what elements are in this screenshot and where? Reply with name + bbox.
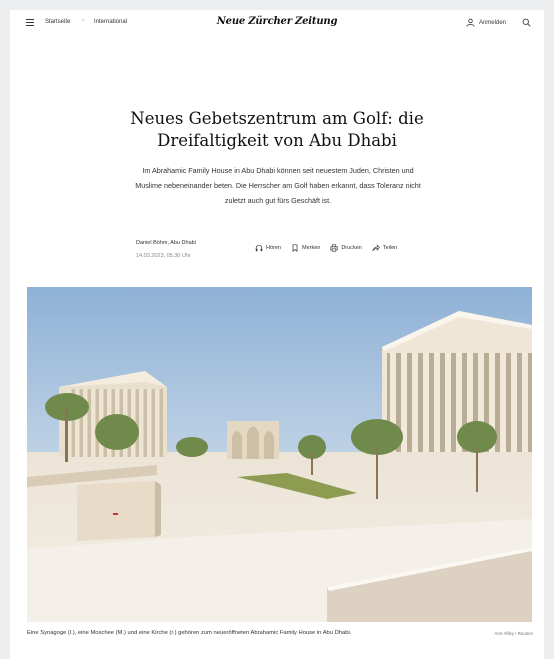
share-icon bbox=[372, 244, 380, 252]
article-actions bbox=[255, 244, 397, 252]
top-navigation bbox=[10, 10, 544, 36]
login-label: Anmelden bbox=[478, 19, 506, 26]
bookmark-button[interactable] bbox=[291, 244, 320, 252]
share-button[interactable] bbox=[372, 244, 397, 252]
breadcrumb-separator-icon: › bbox=[82, 17, 85, 24]
article-photo[interactable] bbox=[27, 287, 532, 622]
breadcrumb-home-link[interactable]: Startseite bbox=[45, 19, 71, 25]
print-button[interactable] bbox=[330, 244, 361, 252]
search-icon[interactable] bbox=[522, 18, 531, 27]
bookmark-label: Merken bbox=[301, 245, 321, 251]
article-page bbox=[10, 10, 544, 659]
site-logo[interactable]: Neue Zürcher Zeitung bbox=[216, 16, 338, 27]
listen-button[interactable] bbox=[255, 244, 281, 252]
breadcrumb-section-link[interactable]: International bbox=[94, 19, 128, 25]
print-label: Drucken bbox=[341, 245, 362, 251]
headphones-icon bbox=[255, 244, 263, 252]
login-button[interactable] bbox=[466, 18, 506, 27]
photo-caption: Eine Synagoge (l.), eine Moschee (M.) und eine Kirche (r.) gehören zum neueröffneten Abrahamic Family House in Abu Dhabi. bbox=[27, 630, 352, 636]
publish-date: 14.03.2023, 05.30 Uhr bbox=[136, 253, 191, 259]
user-icon bbox=[466, 18, 475, 27]
share-label: Teilen bbox=[382, 245, 398, 251]
article-title: Neues Gebetszentrum am Golf: die Dreifaltigkeit von Abu Dhabi bbox=[130, 109, 424, 150]
photo-credit: Amr Alfiky / Reuters bbox=[494, 631, 533, 636]
bookmark-icon bbox=[291, 244, 299, 252]
author-byline[interactable]: Daniel Böhm, Abu Dhabi bbox=[136, 240, 196, 246]
print-icon bbox=[330, 244, 338, 252]
listen-label: Hören bbox=[266, 245, 281, 251]
article-lead: Im Abrahamic Family House in Abu Dhabi können seit neuestem Juden, Christen und Muslime nebeneinander beten. Die Herrscher am Golf haben erkannt, dass Toleranz nicht zuletzt auch gut fürs Geschäft ist. bbox=[135, 166, 421, 205]
